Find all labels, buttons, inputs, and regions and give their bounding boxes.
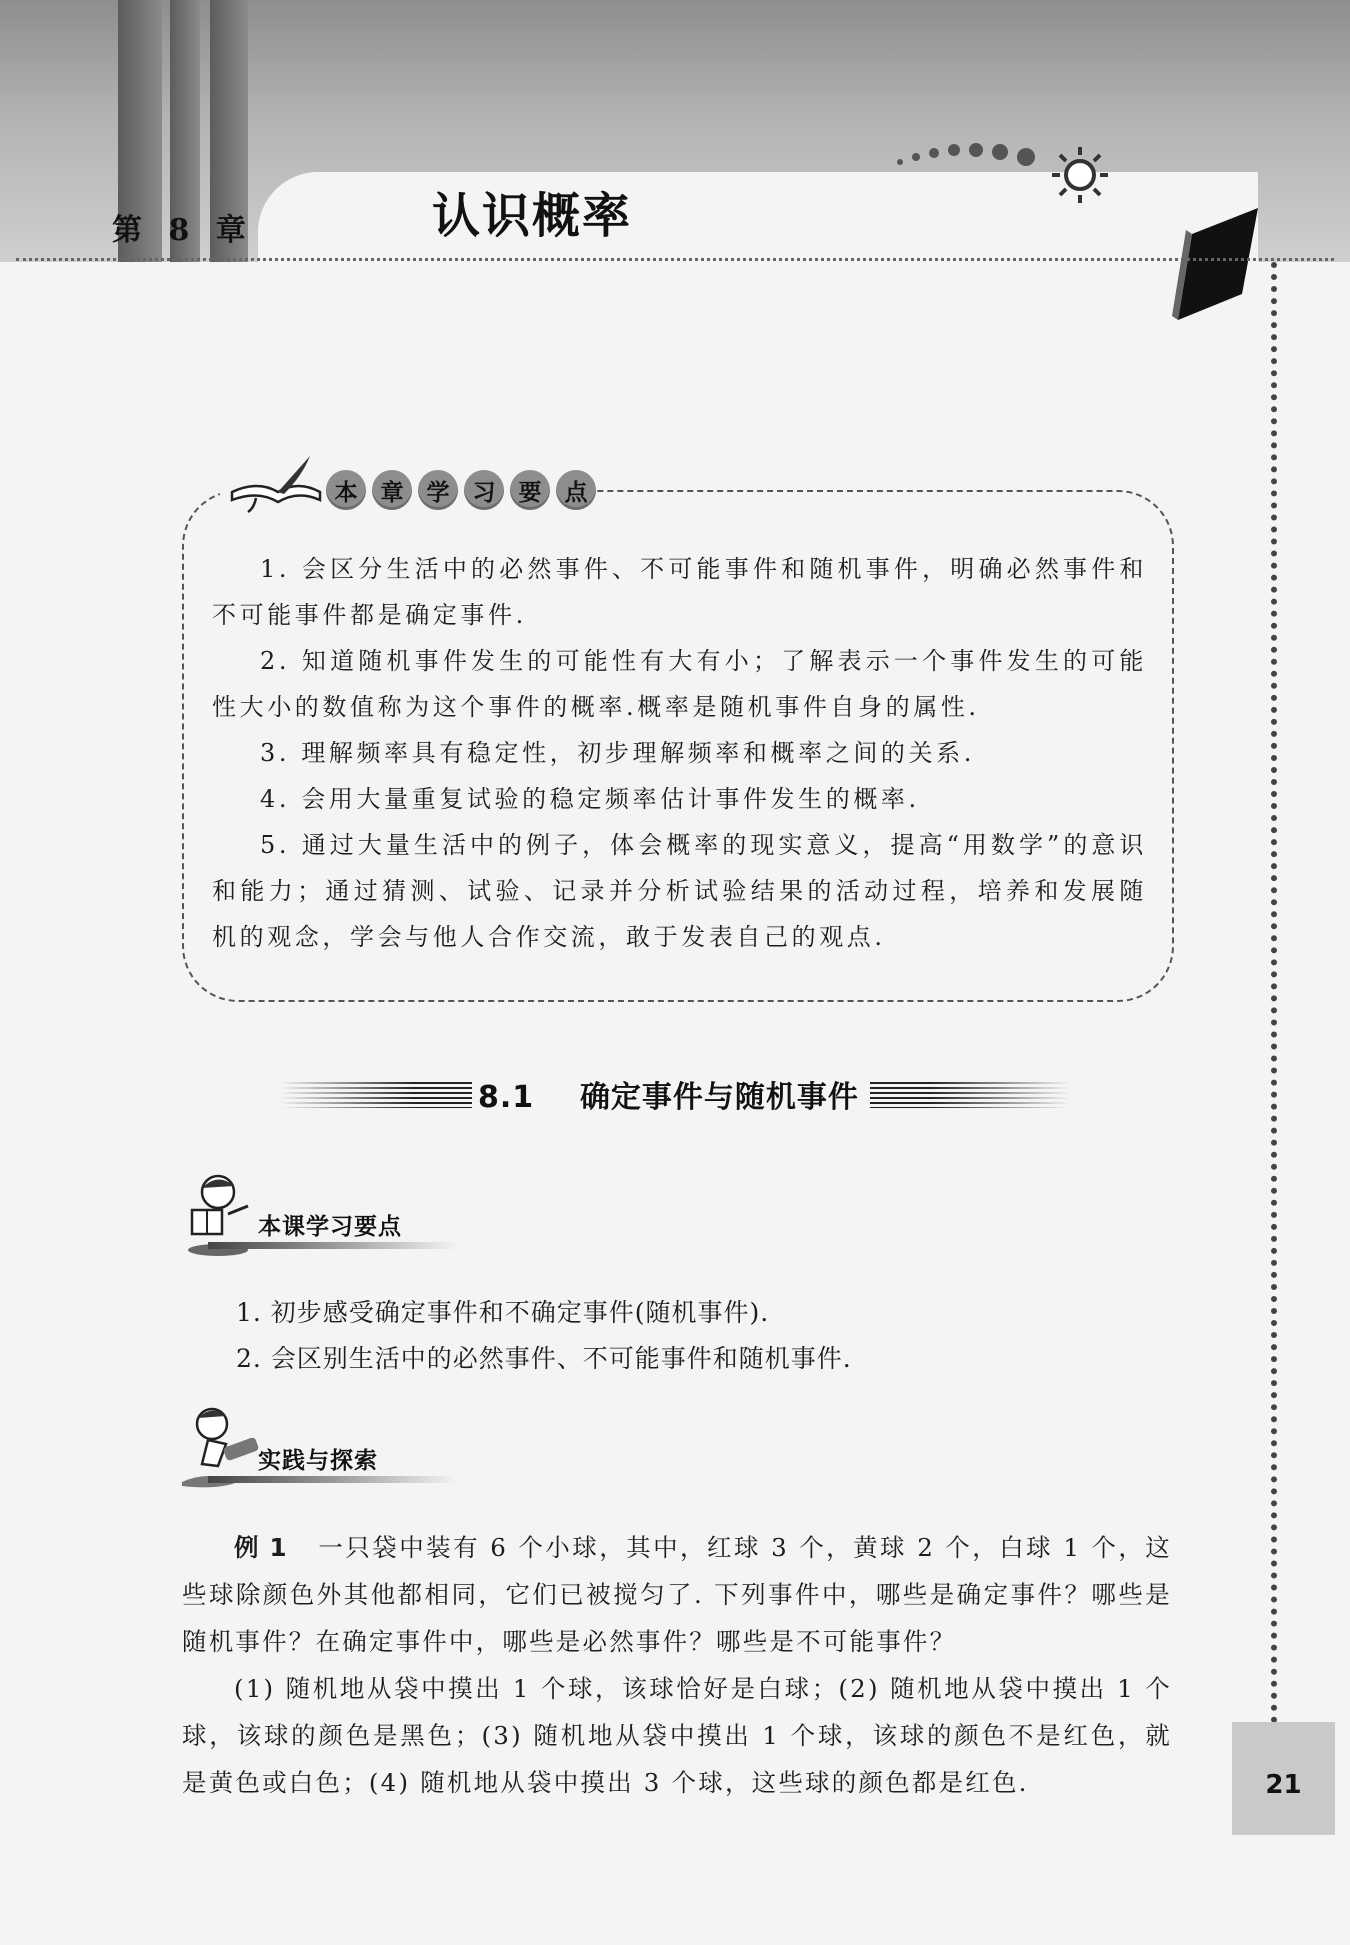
lesson-goal-item: 1. 初步感受确定事件和不确定事件(随机事件). [236,1298,770,1327]
section-title [478,1072,859,1116]
margin-dotted-rule [1271,262,1277,1724]
practice-label: 实践与探索 [258,1448,378,1474]
sun-dots-icon [880,140,1140,210]
heading-badge: 章 [372,470,412,510]
section-title-text: 确定事件与随机事件 [579,1080,859,1115]
chapter-header-banner [0,0,1350,262]
lesson-goals-heading [178,1170,478,1260]
lesson-goals-label: 本课学习要点 [258,1214,402,1240]
heading-underline [208,1242,458,1249]
section-rule-right [870,1082,1070,1108]
section-heading [280,1072,1080,1122]
chapter-goals-list [212,546,1147,960]
goal-item: 5. 通过大量生活中的例子，体会概率的现实意义，提高“用数学”的意识和能力；通过猜测、试验、记录并分析试验结果的活动过程，培养和发展随机的观念，学会与他人合作交流，敢于发表自己的观点. [212,831,1147,951]
example-statement [182,1524,1172,1665]
practice-heading [178,1404,478,1494]
lesson-goals-list [236,1290,852,1382]
chapter-goals-heading [326,470,596,510]
section-number: 8.1 [478,1080,535,1115]
goal-item: 4. 会用大量重复试验的稳定频率估计事件发生的概率. [260,785,920,813]
heading-badge: 点 [556,470,596,510]
heading-badge: 要 [510,470,550,510]
example-text: 一只袋中装有 6 个小球，其中，红球 3 个，黄球 2 个，白球 1 个，这些球除颜色外其他都相同，它们已被搅匀了. 下列事件中，哪些是确定事件？哪些是随机事件？在确定事件中，哪些是必然事件？哪些是不可能事件？ [182,1533,1172,1656]
example-block [182,1524,1172,1806]
quill-book-icon [228,452,324,516]
book-corner-icon [1172,204,1262,324]
goal-item: 1. 会区分生活中的必然事件、不可能事件和随机事件，明确必然事件和不可能事件都是确定事件. [212,555,1147,629]
goal-item: 3. 理解频率具有稳定性，初步理解频率和概率之间的关系. [260,739,975,767]
page-number: 21 [1265,1770,1302,1800]
heading-badge: 习 [464,470,504,510]
header-dotted-rule [16,258,1334,261]
goal-item: 2. 知道随机事件发生的可能性有大有小；了解表示一个事件发生的可能性大小的数值称为这个事件的概率.概率是随机事件自身的属性. [212,647,1147,721]
chapter-title: 认识概率 [432,188,633,244]
lesson-goal-item: 2. 会区别生活中的必然事件、不可能事件和随机事件. [236,1344,852,1373]
example-parts: (1) 随机地从袋中摸出 1 个球，该球恰好是白球；(2) 随机地从袋中摸出 1 个球，该球的颜色是黑色；(3) 随机地从袋中摸出 1 个球，该球的颜色不是红色，就是黄色或白色；(4) 随机地从袋中摸出 3 个球，这些球的颜色都是红色. [182,1674,1172,1797]
page-number-tab [1232,1722,1335,1835]
heading-badge: 本 [326,470,366,510]
heading-underline [208,1476,458,1483]
heading-badge: 学 [418,470,458,510]
section-rule-left [280,1082,472,1108]
example-label: 例 1 [234,1533,288,1562]
chapter-label: 第 8 章 [112,213,254,248]
